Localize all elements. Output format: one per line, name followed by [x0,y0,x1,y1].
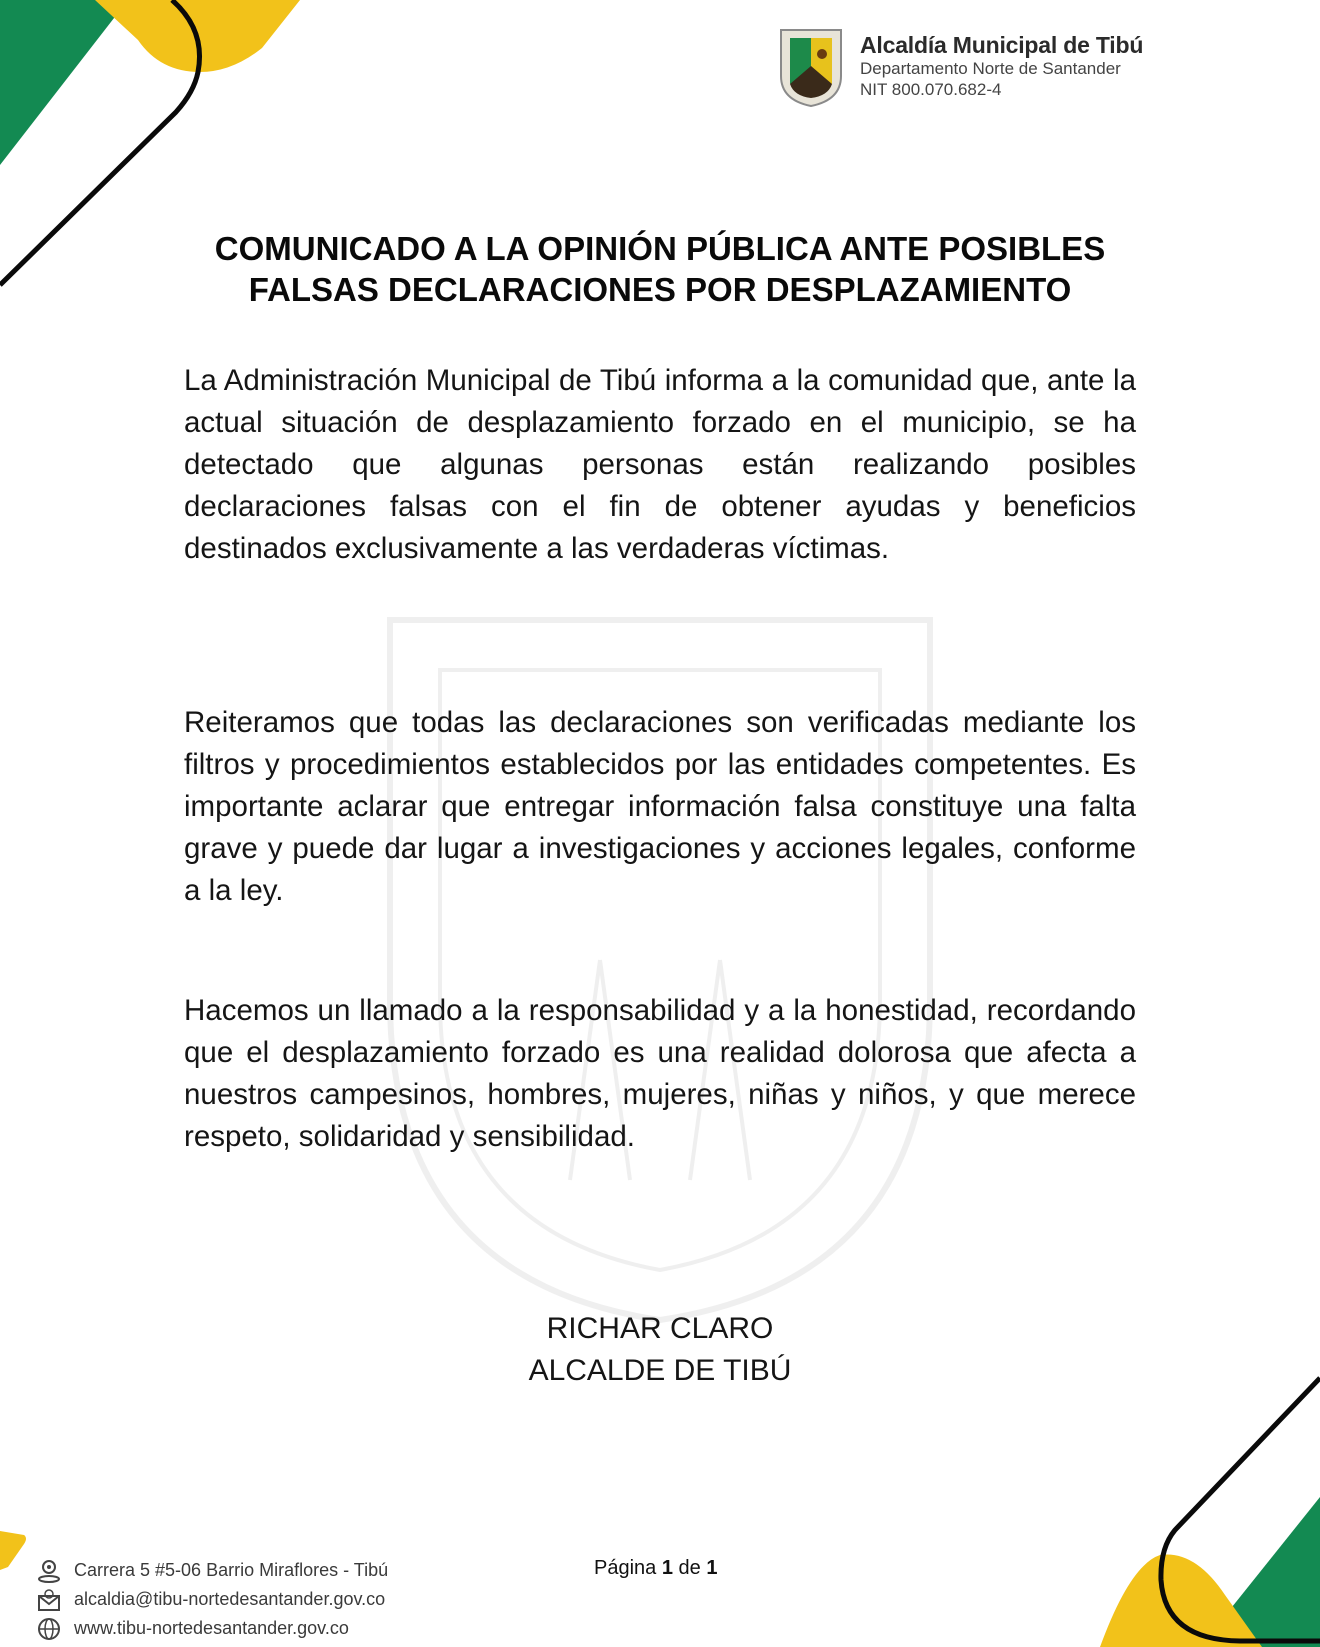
location-pin-icon [36,1559,62,1583]
municipal-crest-icon [778,24,844,108]
address-text: Carrera 5 #5-06 Barrio Miraflores - Tibú [74,1560,389,1580]
signer-name: RICHAR CLARO [546,1312,774,1345]
envelope-icon [36,1588,62,1612]
department-name: Departamento Norte de Santander [860,59,1121,79]
footer-contacts [36,1556,388,1643]
paragraph-1: La Administración Municipal de Tibú informa a la comunidad que, ante la actual situación de desplazamiento forzado en el municipio, se ha detectado que algunas personas están realizando posibles declaraciones falsas con el fin de obtener ayudas y beneficios destinados exclusivamente a las verdaderas víctimas. [184,364,1136,565]
website-row [36,1614,388,1643]
paragraph-2: Reiteramos que todas las declaraciones son verificadas mediante los filtros y procedimientos establecidos por las entidades competentes. Es importante aclarar que entregar información falsa constituye una falta grave y puede dar lugar a investigaciones y acciones legales, conforme a la ley. [184,706,1136,907]
organization-name: Alcaldía Municipal de Tibú [860,31,1144,58]
letterhead [778,24,1143,108]
signer-title: ALCALDE DE TIBÚ [528,1354,792,1387]
watermark-crest-icon [370,580,950,1340]
title-line-1: COMUNICADO A LA OPINIÓN PÚBLICA ANTE POSIBLES [214,230,1106,267]
title-line-2: FALSAS DECLARACIONES POR DESPLAZAMIENTO [248,271,1072,308]
address-row [36,1556,388,1585]
website-link[interactable]: www.tibu-nortedesantander.gov.co [74,1618,349,1638]
page-current: 1 [661,1557,673,1579]
page-total: 1 [706,1557,718,1579]
email-row [36,1585,388,1614]
page-number: Página 1 de 1 [594,1557,718,1579]
document-title [150,228,1170,310]
email-link[interactable]: alcaldia@tibu-nortedesantander.gov.co [74,1589,386,1609]
nit-number: NIT 800.070.682-4 [860,79,1002,99]
paragraph-3: Hacemos un llamado a la responsabilidad y a la honestidad, recordando que el desplazamiento forzado es una realidad dolorosa que afecta a nuestros campesinos, hombres, mujeres, niñas y niños, y que merece respeto, solidaridad y sensibilidad. [184,994,1136,1153]
globe-icon [36,1617,62,1641]
